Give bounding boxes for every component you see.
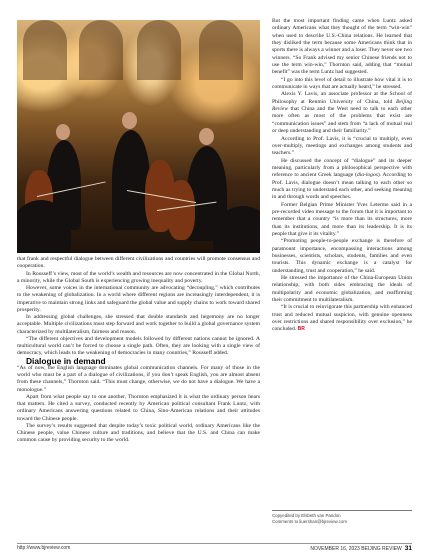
paragraph: “The different objectives and development models followed by different nations cannot be ignored. A multicultural world can’t be forced to choose a single path. Often, they are looking with a single view of democracy, which leads to the weakening of democracies in many countries,” Rousseff added. bbox=[17, 335, 260, 357]
paragraph: But the most important finding came when Luntz asked ordinary Americans what they thought of the term “win-win” when used to describe U.S.-China relations. He learned that they disliked the term because some Americans think that in sports there is always a winner and a loser. They never see two winners. “So Frank advised my senior Chinese friends not to use the term win-win,” Thornton said, adding that “mutual benefit” was the term Luntz had suggested. bbox=[272, 18, 412, 76]
left-column bbox=[17, 256, 260, 445]
comments-line: Comments to liuershan@bjreview.com bbox=[272, 518, 347, 524]
section-subheading: Dialogue in demand bbox=[26, 355, 106, 366]
paragraph bbox=[272, 304, 412, 333]
hall-arch bbox=[79, 20, 123, 80]
paragraph: However, some voices in the international community are advocating “decoupling,” which contributes to the weakening of globalization. In a world where different regions are increasingly interdependent, it is imperative to maintain strong links and safeguard the global value and supply chains to work toward shared prosperity. bbox=[17, 285, 260, 313]
paragraph: In Rousseff’s view, most of the world’s wealth and resources are now concentrated in the Global North, a minority, while the Global South is experiencing growing inequality and poverty. bbox=[17, 270, 260, 284]
paragraph bbox=[272, 91, 412, 135]
end-mark: BR bbox=[297, 326, 305, 333]
paragraph: He stressed the importance of the China-European Union relationship, with both sides embracing the ideals of multipolarity and economic globalization, and reaffirming their commitment to multilateralism. bbox=[272, 275, 412, 304]
footer-url[interactable]: http://www.bjreview.com bbox=[17, 545, 71, 551]
right-column bbox=[272, 18, 412, 334]
hall-arch bbox=[199, 20, 243, 80]
paragraph: “Promoting people-to-people exchange is therefore of paramount importance, encompassing interactions among businesses, scientists, scholars, students, families and even tourists. This dynamic exchange is a catalyst for understanding, trust and cooperation,” he said. bbox=[272, 238, 412, 274]
paragraph: In addressing global challenges, she stressed that double standards and hegemony are no longer acceptable. Multiple civilizations must step forward and work together to build a global governance system characterized by multilateralism, fairness and reason. bbox=[17, 314, 260, 335]
credits bbox=[272, 510, 412, 524]
publication-name: Beijing Review bbox=[272, 98, 412, 113]
paragraph: According to Prof. Lavis, it is “crucial to multiply, even over-multiply, meetings and exchanges among students and teachers.” bbox=[272, 135, 412, 157]
page-number: 31 bbox=[404, 545, 412, 552]
paragraph-text: He discussed the concept of “dialogue” and its deeper meaning, particularly from a philosophical perspective with reference to ancient Greek language ( bbox=[272, 157, 412, 179]
hall-arch bbox=[137, 20, 181, 80]
musician-head bbox=[56, 124, 70, 140]
footer-date: NOVEMBER 16, 2023 BEIJING REVIEW bbox=[310, 546, 402, 552]
footer-publication bbox=[310, 545, 412, 552]
paragraph-text: “It is crucial to reinvigorate this partnership with enhanced trust and reduced mutual suspicion, with genuine openness over restrictions and shared responsibility over exclusion,” he concluded. bbox=[272, 304, 412, 333]
paragraph: The survey’s results suggested that despite today’s toxic political world, ordinary Americans like the Chinese people, value Chinese culture and traditions, and believe that the U.S. and China can make common cause by providing security to the world. bbox=[17, 422, 260, 444]
paragraph: that frank and respectful dialogue between different civilizations and countries will promote consensus and cooperation. bbox=[17, 256, 260, 270]
cello bbox=[167, 180, 195, 240]
copyeditor-line: Copyedited by Elsbeth van Paridon bbox=[272, 513, 341, 518]
paragraph-text: ). According to Prof. Lavis, dialogue doesn’t mean talking to each other so much as trying to understand each other, and seeking meaning in and through words and speeches. bbox=[272, 172, 412, 201]
paragraph: Apart from what people say to one another, Thornton emphasized it is what the ordinary person hears that matters. He cited a survey, conducted recently by American political consultant Frank Luntz, with ordinary Americans answering questions related to China, Sino-American relations and their attitudes toward the Chinese people. bbox=[17, 393, 260, 422]
paragraph-text: Alexis Y. Lavis, an associate professor at the School of Philosophy at Renmin University of China, told bbox=[272, 91, 412, 105]
paragraph-text: that China and the West need to talk to each other more often as most of the problems that exist are “communication issues” and stem from “a lack of mutual real or deep understanding and their familiarity.” bbox=[272, 106, 412, 135]
hall-arch bbox=[23, 20, 67, 80]
paragraph: “I go into this level of detail to illustrate how vital it is to communicate in ways that are actually heard,” he stressed. bbox=[272, 76, 412, 91]
paragraph: “As of now, the English language dominates global communication channels. For many of those in the world who must be a part of a dialogue of civilizations, if you don’t speak English, you are almost absent from these channels,” Thornton said. “This must change, otherwise, we do not have a dialogue. We have a monologue.” bbox=[17, 364, 260, 393]
orchestra-photo bbox=[17, 20, 260, 253]
musician bbox=[112, 130, 150, 230]
footer-divider bbox=[17, 543, 412, 544]
greek-term: dia-logos bbox=[356, 172, 378, 179]
musician-head bbox=[199, 128, 214, 145]
paragraph: Former Belgian Prime Minister Yves Leterme said in a pre-recorded video message to the forum that it is important to remember that a country “is more than its structures, more than its institutions, and more than its leadership. It is its people that give it its vitality.” bbox=[272, 201, 412, 237]
musician-head bbox=[122, 112, 137, 129]
paragraph bbox=[272, 158, 412, 202]
